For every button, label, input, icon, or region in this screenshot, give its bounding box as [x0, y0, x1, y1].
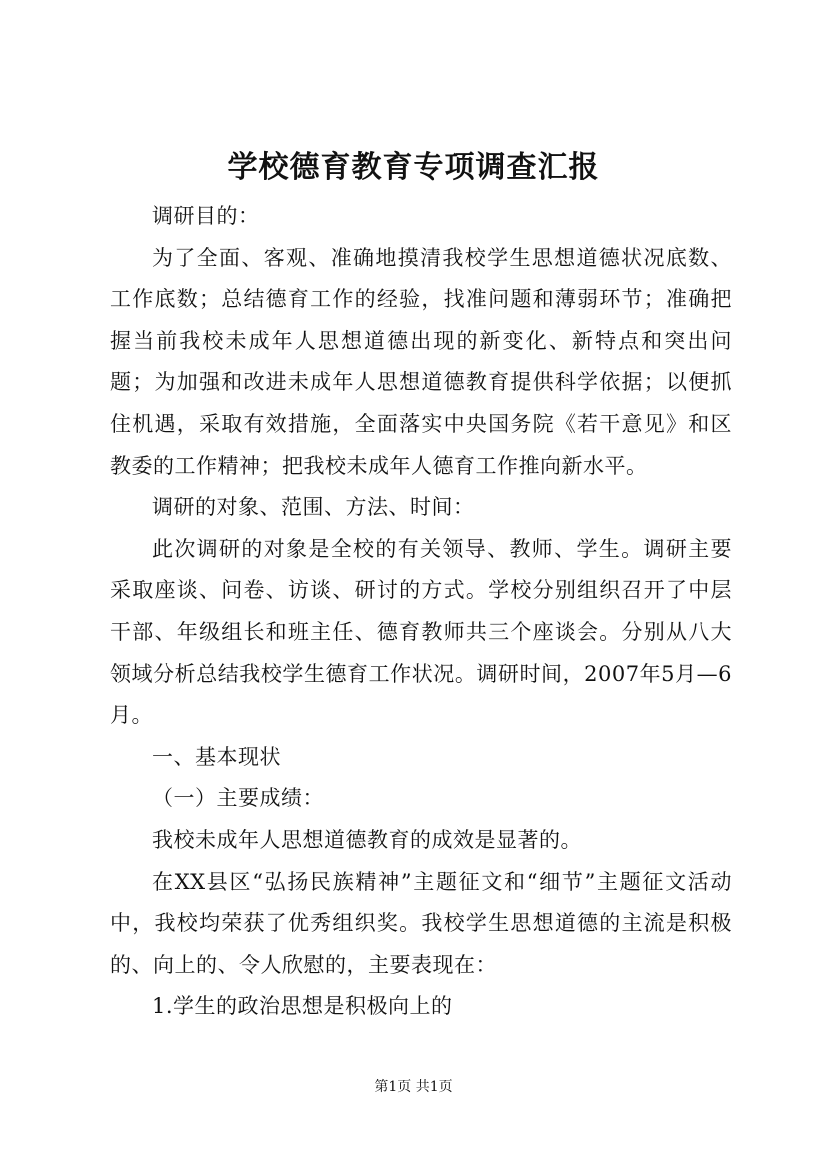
subsection-heading-achievements: （一）主要成绩：	[152, 786, 324, 811]
paragraph-research-scope-heading: 调研的对象、范围、方法、时间：	[152, 495, 475, 520]
list-item-political-thought: 1.学生的政治思想是积极向上的	[152, 994, 453, 1019]
paragraph-research-purpose-heading: 调研目的：	[152, 204, 260, 228]
paragraph-essay-awards: 在XX县区“弘扬民族精神”主题征文和“细节”主题征文活动中，我校均荣获了优秀组织奖。我校学生思想道德的主流是积极的、向上的、令人欣慰的，主要表现在：	[110, 869, 732, 977]
document-title: 学校德育教育专项调查汇报	[227, 150, 600, 185]
paragraph-achievements-summary: 我校未成年人思想道德教育的成效是显著的。	[152, 827, 582, 852]
paragraph-research-purpose: 为了全面、客观、准确地摸清我校学生思想道德状况底数、工作底数；总结德育工作的经验，找准问题和薄弱环节；准确把握当前我校未成年人思想道德出现的新变化、新特点和突出问题；为加强和改进未成年人思想道德教育提供科学依据；以便抓住机遇，采取有效措施，全面落实中央国务院《若干意见》和区教委的工作精神；把我校未成年人德育工作推向新水平。	[110, 245, 732, 478]
paragraph-research-scope: 此次调研的对象是全校的有关领导、教师、学生。调研主要采取座谈、问卷、访谈、研讨的方式。学校分别组织召开了中层干部、年级组长和班主任、德育教师共三个座谈会。分别从八大领域分析总结我校学生德育工作状况。调研时间，2007年5月—6月。	[110, 536, 732, 728]
page-footer: 第1页 共1页	[374, 1079, 453, 1095]
document-body	[110, 196, 732, 1028]
section-heading-basic-status: 一、基本现状	[152, 744, 281, 769]
